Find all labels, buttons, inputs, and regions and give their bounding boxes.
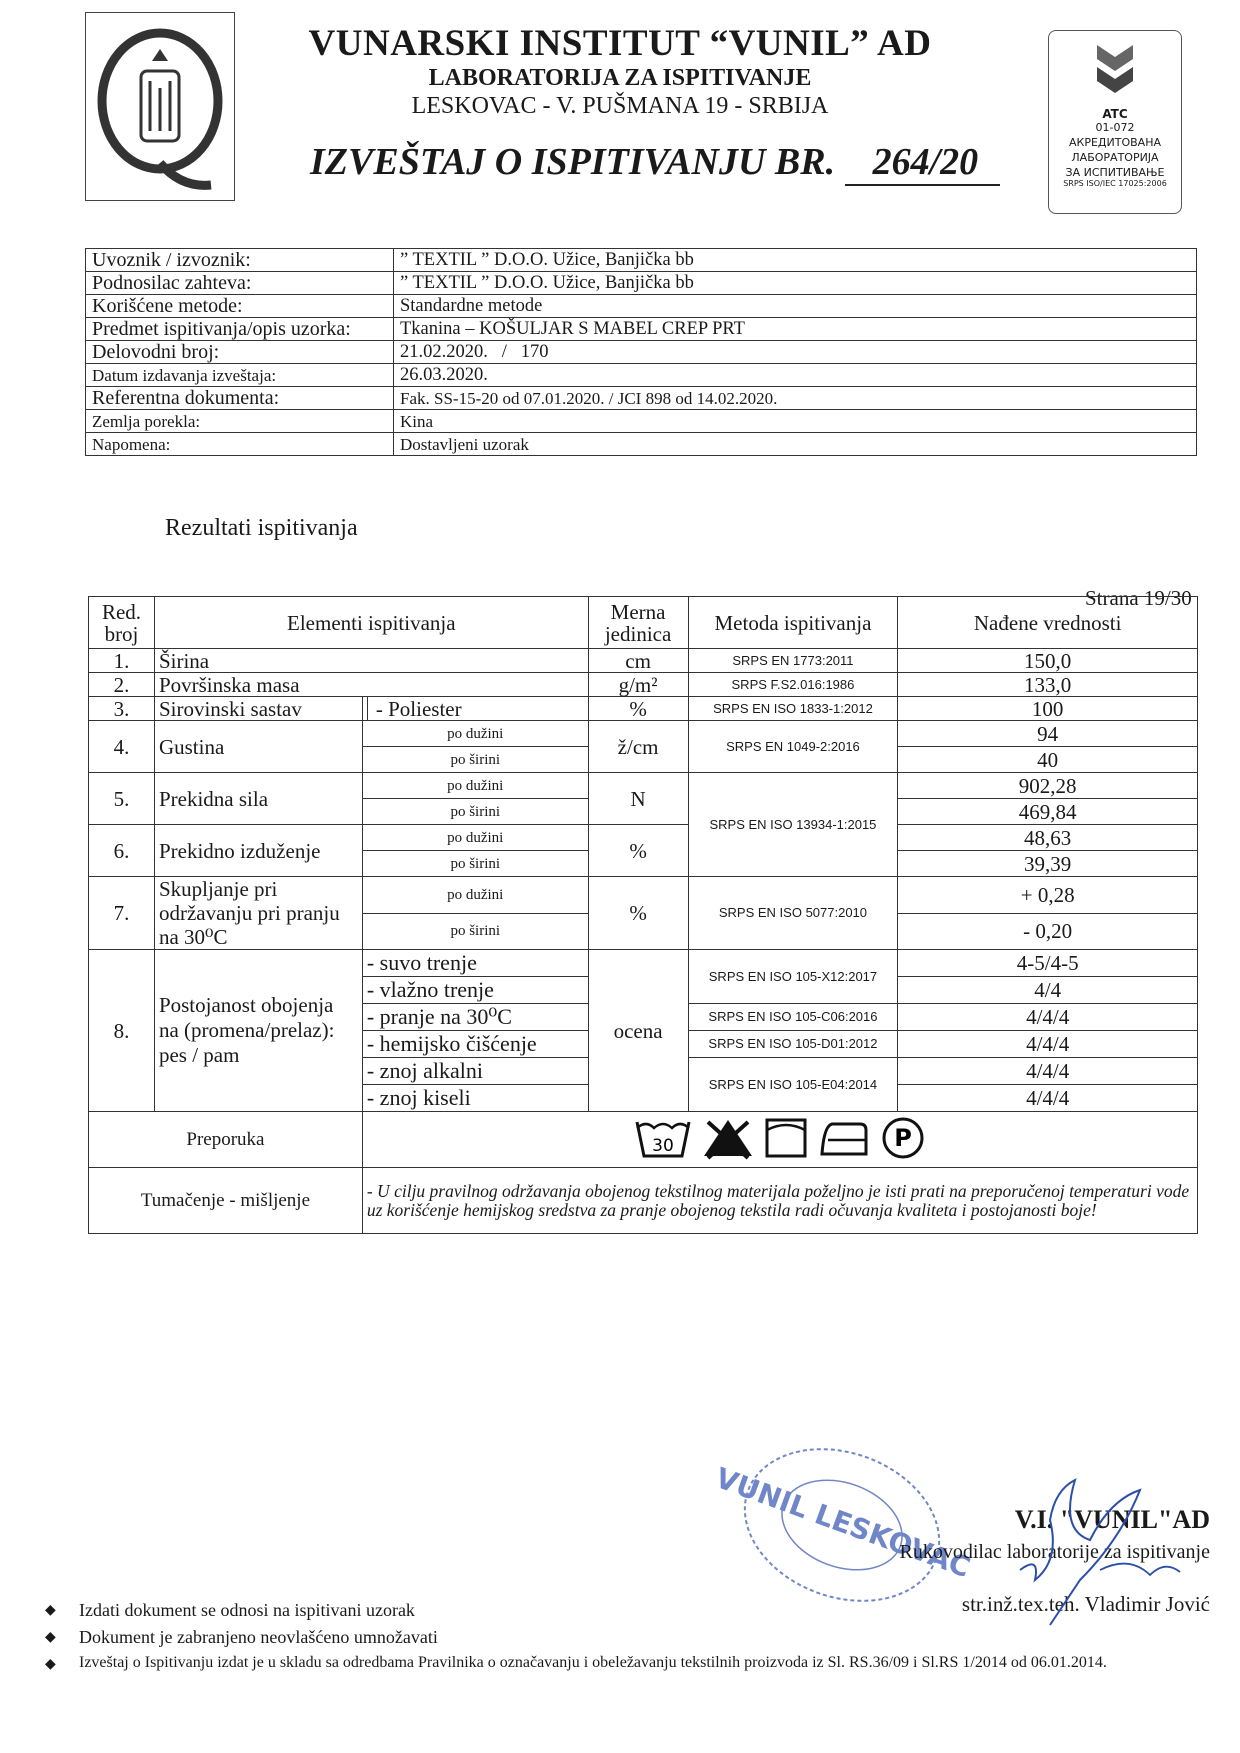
info-label: Delovodni broj:	[86, 341, 394, 364]
row-method: SRPS EN ISO 105-D01:2012	[688, 1031, 898, 1058]
laboratory-name: LABORATORIJA ZA ISPITIVANJE	[428, 65, 812, 91]
institute-name: VUNARSKI INSTITUT “VUNIL” AD	[308, 23, 932, 64]
row-element: Postojanost obojenja na (promena/prelaz): pes / pam	[154, 950, 362, 1112]
table-row	[89, 673, 1198, 697]
opinion-row	[89, 1168, 1198, 1234]
table-row	[89, 877, 1198, 914]
info-row	[86, 272, 1197, 295]
row-subtest: - znoj kiseli	[362, 1085, 588, 1112]
dry-clean-p-icon	[880, 1115, 926, 1161]
info-row	[86, 295, 1197, 318]
row-element: Prekidna sila	[154, 773, 362, 825]
row-value: 48,63	[898, 825, 1198, 851]
row-unit: N	[588, 773, 688, 825]
row-value: 4/4	[898, 977, 1198, 1004]
table-row	[89, 825, 1198, 851]
signature-org: V.I. "VUNIL"AD	[1014, 1505, 1210, 1534]
info-label: Korišćene metode:	[86, 295, 394, 318]
row-method: SRPS EN ISO 13934-1:2015	[688, 773, 898, 877]
row-direction: po širini	[362, 913, 588, 950]
info-value: 21.02.2020. / 170	[394, 341, 1197, 364]
row-unit: %	[588, 877, 688, 950]
row-subelement	[362, 697, 588, 721]
header-element: Elementi ispitivanja	[154, 597, 588, 649]
institute-logo	[85, 12, 235, 201]
row-number: 3.	[89, 697, 155, 721]
row-method: SRPS EN 1049-2:2016	[688, 721, 898, 773]
info-label: Uvoznik / izvoznik:	[86, 249, 394, 272]
atc-line-2: ЛАБОРАТОРИЈА	[1071, 151, 1159, 164]
info-label: Predmet ispitivanja/opis uzorka:	[86, 318, 394, 341]
header-method: Metoda ispitivanja	[688, 597, 898, 649]
info-label: Referentna dokumenta:	[86, 387, 394, 410]
atc-standard: SRPS ISO/IEC 17025:2006	[1063, 179, 1167, 188]
header-no: Red. broj	[89, 597, 155, 649]
row-value: 4-5/4-5	[898, 950, 1198, 977]
info-label: Podnosilac zahteva:	[86, 272, 394, 295]
table-row	[89, 950, 1198, 977]
row-method: SRPS EN ISO 5077:2010	[688, 877, 898, 950]
row-element: Površinska masa	[154, 673, 588, 697]
row-direction: po dužini	[362, 877, 588, 914]
signature-name: str.inž.tex.teh. Vladimir Jović	[961, 1592, 1210, 1616]
iron-icon	[816, 1116, 872, 1160]
info-row	[86, 341, 1197, 364]
footer-note-text: Izveštaj o Ispitivanju izdat je u skladu sa odredbama Pravilnika o označavanju i obeležavanju tekstilnih proizvoda iz Sl. RS.36/09 i Sl.RS 1/2014 od 06.01.2014.	[79, 1654, 1107, 1671]
row-subtest: - suvo trenje	[362, 950, 588, 977]
footer-note	[45, 1600, 1175, 1621]
footer-note-text: Izdati dokument se odnosi na ispitivani uzorak	[79, 1600, 415, 1620]
footer-note	[45, 1627, 1175, 1648]
row-value: + 0,28	[898, 877, 1198, 914]
report-number: 264/20	[845, 140, 1001, 186]
info-value: Kina	[394, 410, 1197, 433]
results-heading: Rezultati ispitivanja	[165, 515, 358, 541]
row-unit: cm	[588, 649, 688, 673]
footer-note	[45, 1654, 1175, 1673]
header-unit: Merna jedinica	[588, 597, 688, 649]
info-row	[86, 433, 1197, 456]
table-row	[89, 697, 1198, 721]
atc-number: 01-072	[1095, 121, 1135, 134]
row-subtest: - vlažno trenje	[362, 977, 588, 1004]
row-value: - 0,20	[898, 913, 1198, 950]
info-label: Zemlja porekla:	[86, 410, 394, 433]
row-value: 100	[898, 697, 1198, 721]
care-symbol-group	[634, 1115, 926, 1161]
row-method: SRPS EN ISO 105-X12:2017	[688, 950, 898, 1004]
diamond-bullet-icon: ◆	[45, 1603, 56, 1618]
info-value: Tkanina – KOŠULJAR S MABEL CREP PRT	[394, 318, 1197, 341]
row-element: Sirovinski sastav	[154, 697, 362, 721]
row-unit: %	[588, 697, 688, 721]
row-element: Skupljanje pri održavanju pri pranju na 30⁰C	[154, 877, 362, 950]
report-info-table	[85, 248, 1197, 456]
atc-line-1: АКРЕДИТОВАНА	[1069, 136, 1161, 149]
diamond-bullet-icon: ◆	[45, 1630, 56, 1645]
recommendation-label: Preporuka	[89, 1112, 363, 1168]
wash-temp-text: 30	[652, 1136, 674, 1156]
row-direction: po dužini	[362, 773, 588, 799]
svg-text:P: P	[894, 1124, 912, 1152]
vunil-q-logo-icon	[86, 13, 234, 200]
row-number: 2.	[89, 673, 155, 697]
institute-address: LESKOVAC - V. PUŠMANA 19 - SRBIJA	[411, 93, 829, 119]
row-value: 4/4/4	[898, 1031, 1198, 1058]
row-value: 4/4/4	[898, 1085, 1198, 1112]
table-row	[89, 649, 1198, 673]
row-number: 6.	[89, 825, 155, 877]
atc-code: ATC	[1102, 107, 1128, 121]
page-number: Strana 19/30	[1085, 586, 1192, 610]
row-method: SRPS EN ISO 105-E04:2014	[688, 1058, 898, 1112]
signature-role: Rukovodilac laboratorije za ispitivanje	[899, 1541, 1210, 1563]
row-direction: po širini	[362, 747, 588, 773]
info-value: Fak. SS-15-20 od 07.01.2020. / JCI 898 od 14.02.2020.	[394, 387, 1197, 410]
info-row	[86, 387, 1197, 410]
atc-line-3: ЗА ИСПИТИВАЊЕ	[1065, 166, 1165, 179]
row-unit: g/m²	[588, 673, 688, 697]
stamp-text: VUNIL LESKOVAC	[711, 1461, 975, 1585]
row-element: Gustina	[154, 721, 362, 773]
info-value: ” TEXTIL ” D.O.O. Užice, Banjička bb	[394, 249, 1197, 272]
opinion-label: Tumačenje - mišljenje	[89, 1168, 363, 1234]
row-number: 7.	[89, 877, 155, 950]
row-method: SRPS F.S2.016:1986	[688, 673, 898, 697]
atc-check-icon	[1085, 39, 1145, 101]
row-direction: po širini	[362, 851, 588, 877]
report-title-label: IZVEŠTAJ O ISPITIVANJU BR.	[310, 141, 836, 183]
table-row	[89, 721, 1198, 747]
row-direction: po dužini	[362, 825, 588, 851]
row-value: 4/4/4	[898, 1058, 1198, 1085]
info-row	[86, 249, 1197, 272]
recommendation-row	[89, 1112, 1198, 1168]
info-row	[86, 364, 1197, 387]
info-row	[86, 410, 1197, 433]
row-unit: %	[588, 825, 688, 877]
row-subtest: - hemijsko čišćenje	[362, 1031, 588, 1058]
accreditation-badge	[1048, 30, 1182, 214]
table-row	[89, 773, 1198, 799]
row-unit: ocena	[588, 950, 688, 1112]
row-value: 902,28	[898, 773, 1198, 799]
info-value: Standardne metode	[394, 295, 1197, 318]
row-value: 150,0	[898, 649, 1198, 673]
diamond-bullet-icon: ◆	[45, 1657, 56, 1672]
tumble-dry-icon	[764, 1116, 808, 1160]
row-value: 469,84	[898, 799, 1198, 825]
info-value: ” TEXTIL ” D.O.O. Užice, Banjička bb	[394, 272, 1197, 295]
row-direction: po širini	[362, 799, 588, 825]
info-row	[86, 318, 1197, 341]
row-number: 8.	[89, 950, 155, 1112]
row-value: 39,39	[898, 851, 1198, 877]
row-method: SRPS EN ISO 1833-1:2012	[688, 697, 898, 721]
info-label: Datum izdavanja izveštaja:	[86, 364, 394, 387]
header-value: Nađene vrednosti	[898, 597, 1198, 649]
row-direction: po dužini	[362, 721, 588, 747]
footer-notes	[45, 1600, 1175, 1679]
row-value: 94	[898, 721, 1198, 747]
row-subtest: - znoj alkalni	[362, 1058, 588, 1085]
row-number: 1.	[89, 649, 155, 673]
footer-note-text: Dokument je zabranjeno neovlašćeno umnožavati	[79, 1627, 438, 1647]
row-element: Prekidno izduženje	[154, 825, 362, 877]
info-label: Napomena:	[86, 433, 394, 456]
opinion-text: - U cilju pravilnog održavanja obojenog tekstilnog materijala poželjno je isti prati na preporučenoj temperaturi vode uz korišćenje hemijskog sredstva za pranje obojenog tekstila radi očuvanja kvaliteta i postojanosti boje!	[362, 1168, 1197, 1234]
row-value: 133,0	[898, 673, 1198, 697]
row-element: Širina	[154, 649, 588, 673]
row-method: SRPS EN ISO 105-C06:2016	[688, 1004, 898, 1031]
row-value: 4/4/4	[898, 1004, 1198, 1031]
info-value: 26.03.2020.	[394, 364, 1197, 387]
row-method: SRPS EN 1773:2011	[688, 649, 898, 673]
row-number: 4.	[89, 721, 155, 773]
row-number: 5.	[89, 773, 155, 825]
row-subelement-text: - Poliester	[367, 697, 462, 721]
wash-30-icon	[634, 1116, 692, 1160]
results-table	[88, 596, 1198, 1234]
report-title	[310, 140, 1000, 186]
row-unit: ž/cm	[588, 721, 688, 773]
care-symbols	[362, 1112, 1197, 1168]
info-value: Dostavljeni uzorak	[394, 433, 1197, 456]
table-header-row	[89, 597, 1198, 649]
no-bleach-icon	[700, 1116, 756, 1160]
row-value: 40	[898, 747, 1198, 773]
row-subtest: - pranje na 30⁰C	[362, 1004, 588, 1031]
